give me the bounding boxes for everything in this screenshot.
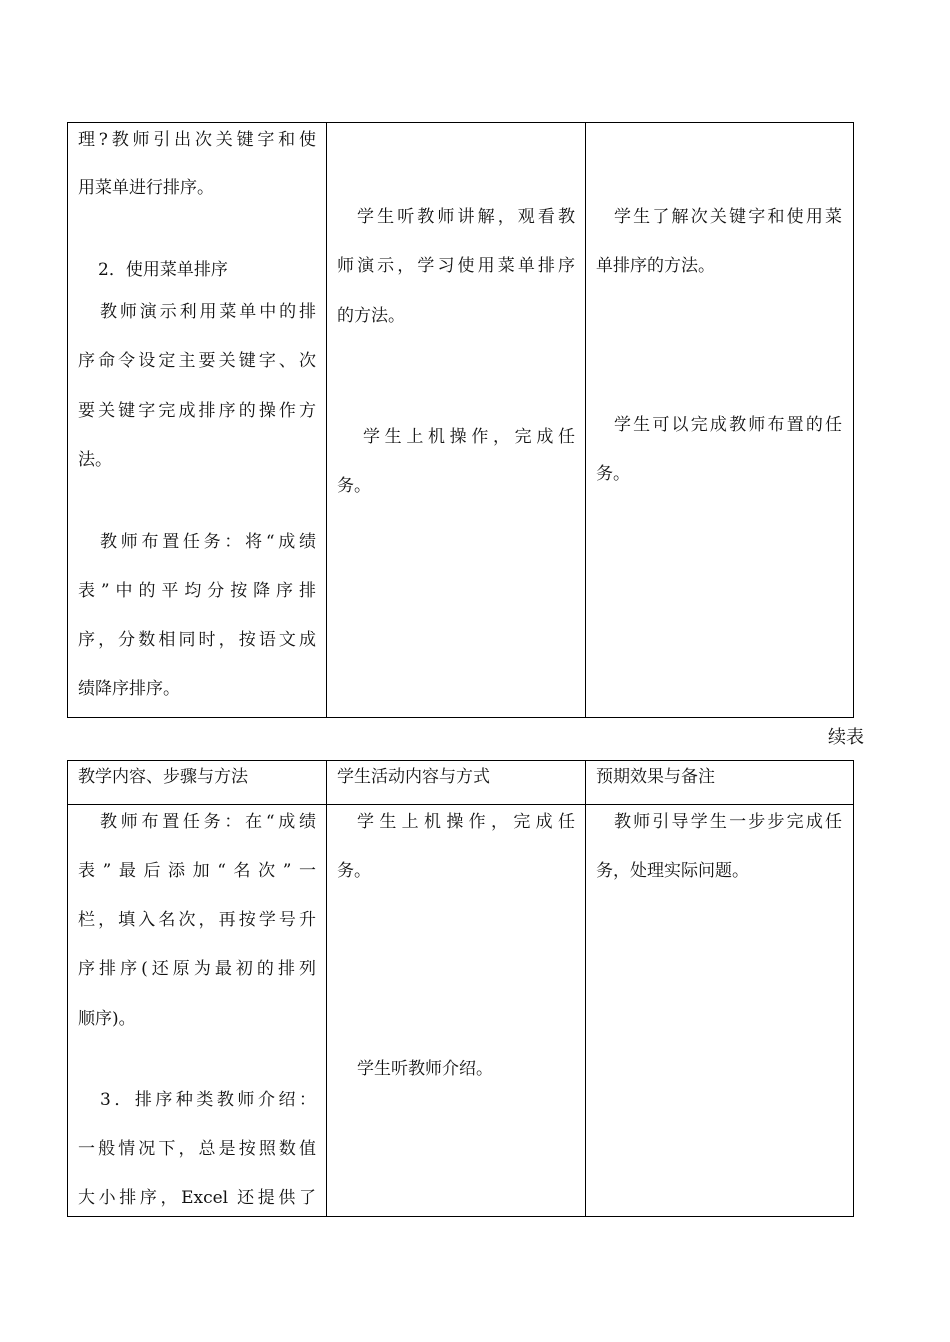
cell-line: 顺序)。 <box>78 1009 136 1029</box>
continued-table-label: 续表 <box>828 727 864 748</box>
cell-line: 教师演示利用菜单中的排 <box>100 302 316 322</box>
cell-line: 序命令设定主要关键字、次 <box>78 351 316 371</box>
cell-line: 教师布置任务：在“成绩 <box>100 812 316 832</box>
cell-line: 务。 <box>337 476 371 496</box>
cell-line: 法。 <box>78 450 112 470</box>
cell-line: 2．使用菜单排序 <box>98 260 228 280</box>
cell-line: 学生上机操作，完成任 <box>357 812 575 832</box>
cell-line: 3．排序种类教师介绍： <box>100 1090 316 1110</box>
cell-line: 一般情况下，总是按照数值 <box>78 1139 316 1159</box>
teaching-content-cell <box>68 123 326 717</box>
cell-line: 学生上机操作，完成任 <box>363 427 575 447</box>
cell-line: 学生听教师介绍。 <box>357 1059 493 1079</box>
header-teaching-content: 教学内容、步骤与方法 <box>78 767 248 787</box>
cell-line: 的方法。 <box>337 306 405 326</box>
cell-line: 师演示，学习使用菜单排序 <box>337 256 575 276</box>
cell-line: 表”最后添加“名次”一 <box>78 861 316 881</box>
cell-line: 教师布置任务：将“成绩 <box>100 532 316 552</box>
cell-line: 用菜单进行排序。 <box>78 178 214 198</box>
cell-line: 绩降序排序。 <box>78 679 180 699</box>
cell-line: 单排序的方法。 <box>596 256 715 276</box>
header-expected-effect: 预期效果与备注 <box>596 767 715 787</box>
lesson-table-part1 <box>67 122 854 718</box>
student-activity-cell <box>327 761 585 1216</box>
cell-line: 理?教师引出次关键字和使 <box>78 130 316 150</box>
cell-line: 务。 <box>596 464 630 484</box>
cell-line: 学生听教师讲解，观看教 <box>357 207 575 227</box>
cell-line: 学生了解次关键字和使用菜 <box>614 207 842 227</box>
expected-effect-cell <box>586 123 854 717</box>
cell-line: 序，分数相同时，按语文成 <box>78 630 316 650</box>
expected-effect-cell <box>586 761 854 1216</box>
cell-line: 表”中的平均分按降序排 <box>78 581 316 601</box>
lesson-table-part2 <box>67 760 854 1217</box>
cell-line: 学生可以完成教师布置的任 <box>614 415 842 435</box>
cell-line: 要关键字完成排序的操作方 <box>78 401 316 421</box>
student-activity-cell <box>327 123 585 717</box>
cell-line: 教师引导学生一步步完成任 <box>614 812 842 832</box>
cell-line: 务。 <box>337 861 371 881</box>
cell-line: 务，处理实际问题。 <box>596 861 749 881</box>
header-student-activity: 学生活动内容与方式 <box>337 767 490 787</box>
cell-line: 大小排序，Excel 还提供了 <box>78 1188 316 1208</box>
cell-line: 栏，填入名次，再按学号升 <box>78 910 316 930</box>
teaching-content-cell <box>68 761 326 1216</box>
cell-line: 序排序(还原为最初的排列 <box>78 959 316 979</box>
